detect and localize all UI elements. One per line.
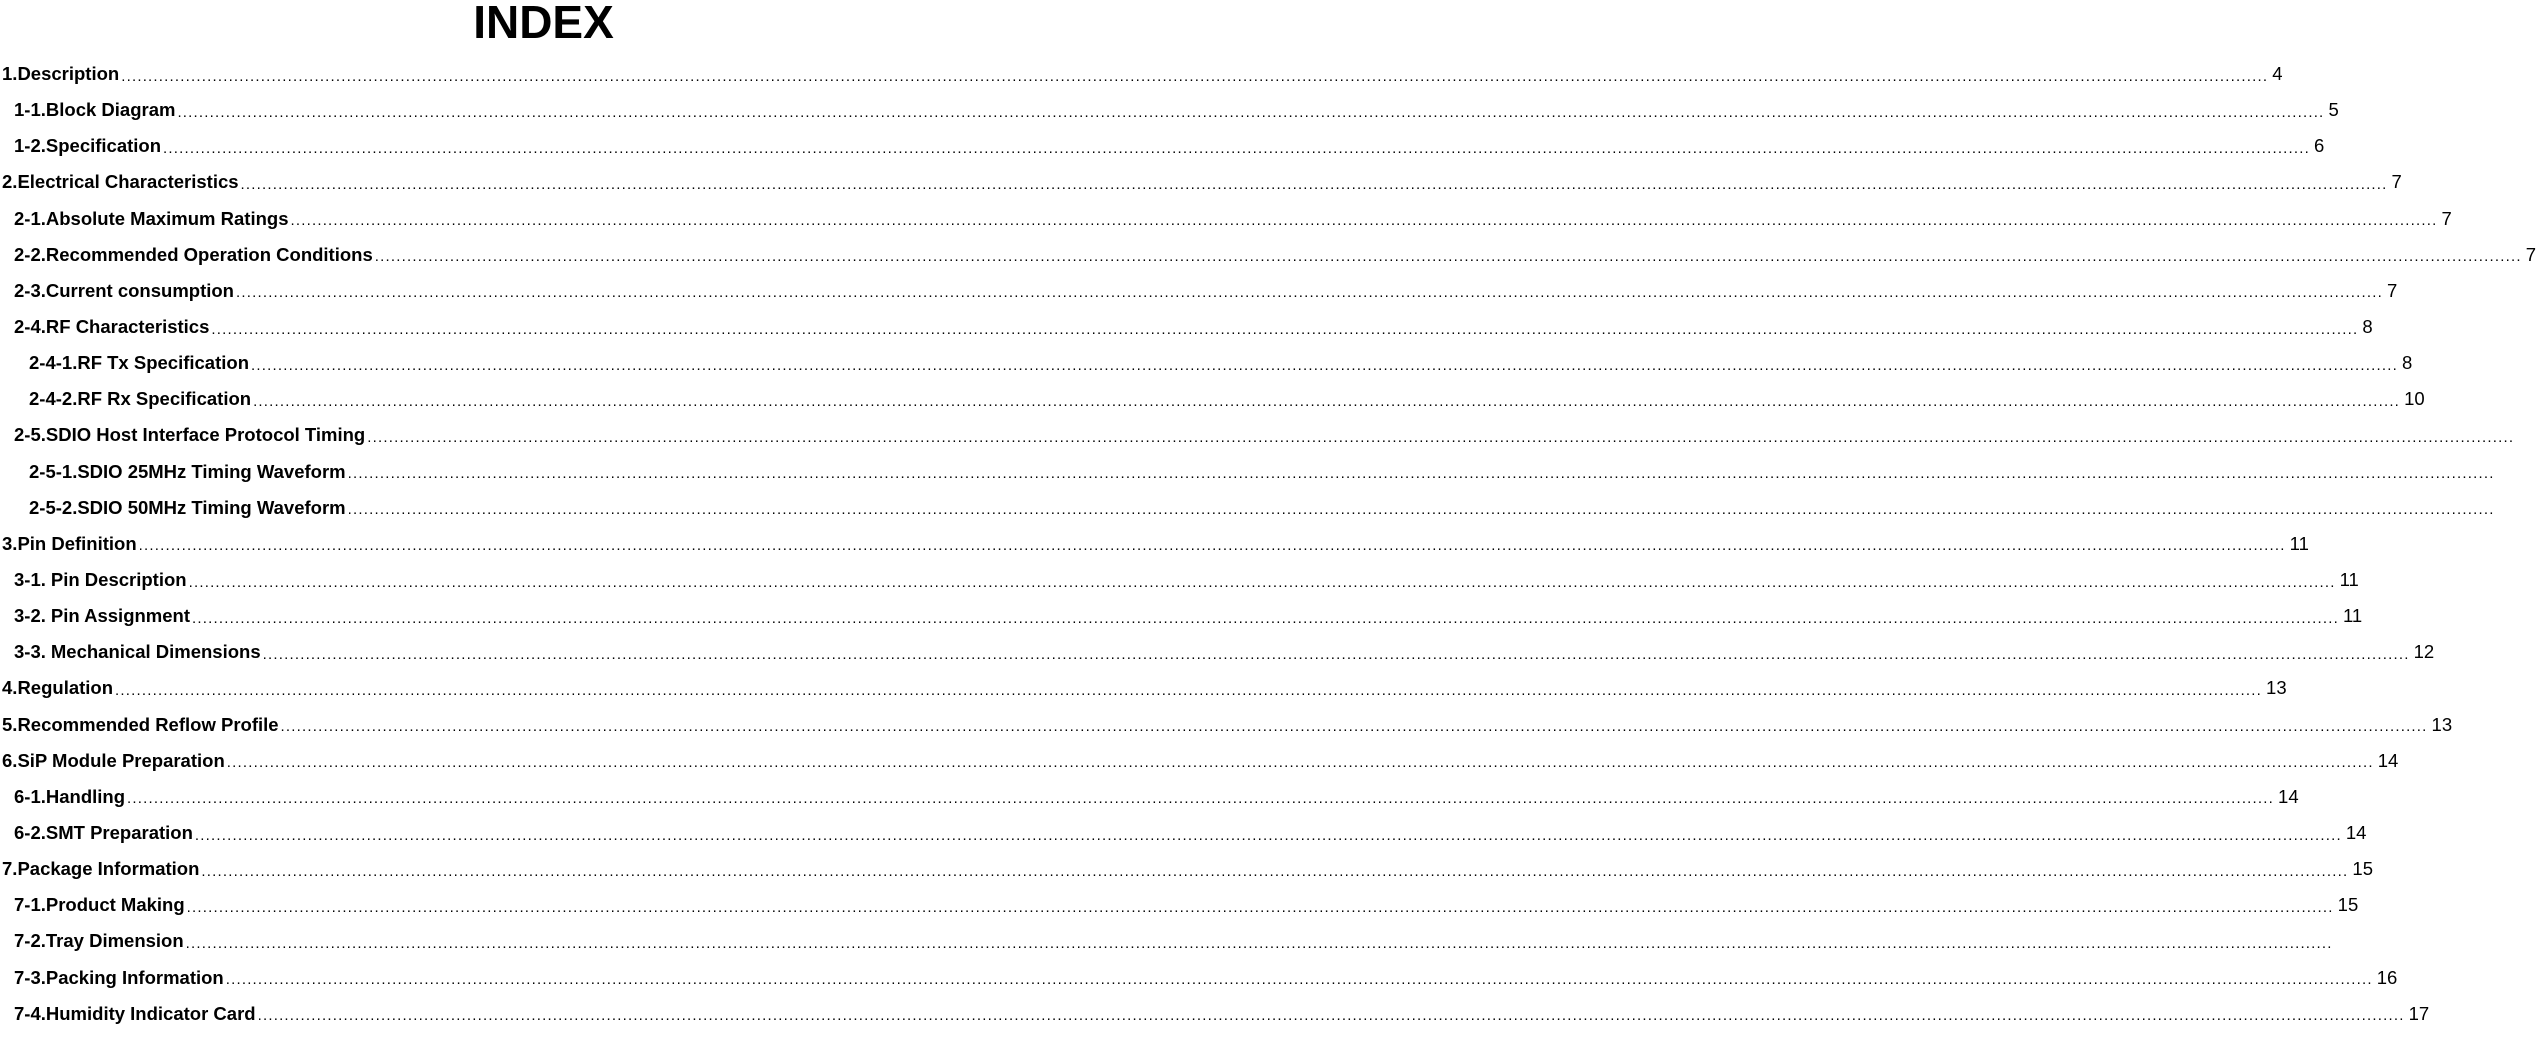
dot-leader: ................................................................................................................................................................................................................................................................................................................................................................................................................ bbox=[115, 681, 2263, 699]
dot-leader: ................................................................................................................................................................................................................................................................................................................................................................................................................ bbox=[235, 284, 2383, 302]
dot-leader: ................................................................................................................................................................................................................................................................................................................................................................................................................ bbox=[201, 862, 2349, 880]
toc-entry-number: 7-2. bbox=[14, 930, 46, 952]
toc-entry-page: 11 bbox=[2289, 532, 2309, 554]
dot-leader: ................................................................................................................................................................................................................................................................................................................................................................................................................ bbox=[185, 934, 2333, 952]
toc-entry[interactable] bbox=[0, 670, 2287, 706]
dot-leader: ................................................................................................................................................................................................................................................................................................................................................................................................................ bbox=[347, 465, 2495, 483]
toc-entry[interactable] bbox=[0, 815, 2367, 851]
toc-entry-page: 8 bbox=[2402, 352, 2413, 374]
toc-entry[interactable] bbox=[0, 454, 2495, 490]
dot-leader: ................................................................................................................................................................................................................................................................................................................................................................................................................ bbox=[138, 537, 2286, 555]
dot-leader: ................................................................................................................................................................................................................................................................................................................................................................................................................ bbox=[290, 212, 2438, 230]
dot-leader: ................................................................................................................................................................................................................................................................................................................................................................................................................ bbox=[188, 573, 2336, 591]
toc-entry-number: 2-5. bbox=[14, 424, 46, 446]
toc-entry-number: 3-1. bbox=[14, 569, 46, 591]
toc-entry-number: 2-3. bbox=[14, 279, 46, 301]
toc-entry[interactable] bbox=[0, 201, 2452, 237]
toc-entry-label: Tray Dimension bbox=[45, 930, 184, 952]
toc-entry[interactable] bbox=[0, 490, 2495, 526]
toc-entry[interactable] bbox=[0, 345, 2413, 381]
toc-entry-page: 13 bbox=[2266, 677, 2287, 699]
toc-entry-number: 7-3. bbox=[14, 966, 46, 988]
toc-entry-label: Description bbox=[17, 63, 120, 85]
toc-entry-label: RF Rx Specification bbox=[77, 388, 252, 410]
toc-entry[interactable] bbox=[0, 273, 2398, 309]
toc-entry-number: 6-2. bbox=[14, 822, 46, 844]
toc-entry[interactable] bbox=[0, 56, 2283, 92]
dot-leader: ................................................................................................................................................................................................................................................................................................................................................................................................................ bbox=[253, 392, 2401, 410]
table-of-contents bbox=[0, 56, 2537, 1032]
dot-leader: ................................................................................................................................................................................................................................................................................................................................................................................................................ bbox=[262, 645, 2410, 663]
toc-entry-page: 8 bbox=[2362, 316, 2373, 338]
toc-entry-label: SDIO Host Interface Protocol Timing bbox=[45, 424, 366, 446]
toc-entry[interactable] bbox=[0, 417, 2515, 453]
toc-entry-number: 2-4-1. bbox=[29, 352, 78, 374]
dot-leader: ................................................................................................................................................................................................................................................................................................................................................................................................................ bbox=[194, 826, 2342, 844]
toc-entry[interactable] bbox=[0, 923, 2333, 959]
toc-entry-page: 16 bbox=[2376, 966, 2398, 988]
toc-entry-label: Mechanical Dimensions bbox=[50, 641, 261, 663]
toc-entry-label: Block Diagram bbox=[45, 99, 176, 121]
dot-leader: ................................................................................................................................................................................................................................................................................................................................................................................................................ bbox=[225, 971, 2373, 989]
toc-entry-number: 2-5-1. bbox=[29, 460, 78, 482]
toc-entry-page: 10 bbox=[2404, 388, 2425, 410]
toc-entry-label: Packing Information bbox=[45, 966, 224, 988]
toc-entry-page: 17 bbox=[2408, 1002, 2430, 1024]
dot-leader: ................................................................................................................................................................................................................................................................................................................................................................................................................ bbox=[177, 103, 2325, 121]
toc-entry[interactable] bbox=[0, 598, 2363, 634]
toc-entry-page: 11 bbox=[2339, 569, 2359, 591]
dot-leader: ................................................................................................................................................................................................................................................................................................................................................................................................................ bbox=[211, 320, 2359, 338]
toc-entry-label: RF Tx Specification bbox=[77, 352, 249, 374]
toc-entry[interactable] bbox=[0, 237, 2537, 273]
toc-entry-page: 15 bbox=[2352, 858, 2373, 880]
toc-entry-number: 1-1. bbox=[14, 99, 46, 121]
dot-leader: ................................................................................................................................................................................................................................................................................................................................................................................................................ bbox=[127, 790, 2275, 808]
toc-entry-number: 2-4-2. bbox=[29, 388, 78, 410]
dot-leader: ................................................................................................................................................................................................................................................................................................................................................................................................................ bbox=[121, 67, 2269, 85]
toc-entry-label: SDIO 50MHz Timing Waveform bbox=[77, 496, 346, 518]
toc-entry[interactable] bbox=[0, 851, 2373, 887]
dot-leader: ................................................................................................................................................................................................................................................................................................................................................................................................................ bbox=[192, 609, 2340, 627]
toc-entry-label: Pin Assignment bbox=[50, 605, 191, 627]
toc-entry-number: 7. bbox=[2, 858, 18, 880]
dot-leader: ................................................................................................................................................................................................................................................................................................................................................................................................................ bbox=[347, 501, 2495, 519]
dot-leader: ................................................................................................................................................................................................................................................................................................................................................................................................................ bbox=[163, 139, 2311, 157]
toc-entry-number: 3-3. bbox=[14, 641, 46, 663]
toc-entry[interactable] bbox=[0, 562, 2359, 598]
dot-leader: ................................................................................................................................................................................................................................................................................................................................................................................................................ bbox=[257, 1007, 2405, 1025]
toc-entry-number: 7-1. bbox=[14, 894, 46, 916]
toc-entry-label: Humidity Indicator Card bbox=[45, 1002, 256, 1024]
toc-entry-page: 11 bbox=[2343, 605, 2363, 627]
toc-entry[interactable] bbox=[0, 92, 2339, 128]
toc-entry-number: 3-2. bbox=[14, 605, 46, 627]
toc-entry-page: 14 bbox=[2278, 785, 2299, 807]
toc-entry[interactable] bbox=[0, 707, 2453, 743]
dot-leader: ................................................................................................................................................................................................................................................................................................................................................................................................................ bbox=[367, 428, 2515, 446]
toc-entry-label: RF Characteristics bbox=[45, 316, 210, 338]
dot-leader: ................................................................................................................................................................................................................................................................................................................................................................................................................ bbox=[240, 175, 2388, 193]
toc-entry-label: Recommended Operation Conditions bbox=[45, 243, 373, 265]
toc-entry-label: Handling bbox=[45, 785, 126, 807]
toc-entry-label: Product Making bbox=[45, 894, 185, 916]
toc-entry-label: Recommended Reflow Profile bbox=[17, 713, 279, 735]
toc-entry[interactable] bbox=[0, 743, 2399, 779]
toc-entry-number: 2-1. bbox=[14, 207, 46, 229]
toc-entry-label: SiP Module Preparation bbox=[17, 749, 225, 771]
toc-entry-label: Electrical Characteristics bbox=[17, 171, 239, 193]
toc-entry-number: 4. bbox=[2, 677, 18, 699]
toc-entry-page: 7 bbox=[2386, 279, 2398, 301]
toc-entry-label: Regulation bbox=[17, 677, 114, 699]
toc-entry[interactable] bbox=[0, 381, 2425, 417]
toc-entry[interactable] bbox=[0, 887, 2359, 923]
toc-entry-number: 2-5-2. bbox=[29, 496, 78, 518]
toc-entry-page: 6 bbox=[2314, 135, 2325, 157]
toc-entry[interactable] bbox=[0, 634, 2435, 670]
toc-entry-page: 7 bbox=[2391, 171, 2402, 193]
toc-entry-number: 6. bbox=[2, 749, 18, 771]
toc-entry-number: 1-2. bbox=[14, 135, 46, 157]
page-title: INDEX bbox=[473, 0, 614, 48]
dot-leader: ................................................................................................................................................................................................................................................................................................................................................................................................................ bbox=[251, 356, 2398, 374]
toc-entry[interactable] bbox=[0, 526, 2309, 562]
dot-leader: ................................................................................................................................................................................................................................................................................................................................................................................................................ bbox=[226, 754, 2374, 772]
toc-entry-page: 14 bbox=[2377, 749, 2399, 771]
toc-entry[interactable] bbox=[0, 779, 2299, 815]
dot-leader: ................................................................................................................................................................................................................................................................................................................................................................................................................ bbox=[374, 248, 2522, 266]
toc-entry-number: 2-2. bbox=[14, 243, 46, 265]
dot-leader: ................................................................................................................................................................................................................................................................................................................................................................................................................ bbox=[186, 898, 2334, 916]
toc-entry[interactable] bbox=[0, 996, 2430, 1032]
toc-entry-label: Package Information bbox=[17, 858, 200, 880]
toc-entry-label: Specification bbox=[45, 135, 162, 157]
toc-entry-number: 3. bbox=[2, 532, 18, 554]
toc-entry-page: 7 bbox=[2525, 243, 2537, 265]
toc-entry-number: 5. bbox=[2, 713, 18, 735]
toc-entry-label: SDIO 25MHz Timing Waveform bbox=[77, 460, 346, 482]
toc-entry[interactable] bbox=[0, 960, 2398, 996]
toc-entry-number: 7-4. bbox=[14, 1002, 46, 1024]
toc-entry-number: 2-4. bbox=[14, 316, 46, 338]
toc-entry-label: SMT Preparation bbox=[45, 822, 193, 844]
toc-entry-page: 4 bbox=[2272, 63, 2283, 85]
dot-leader: ................................................................................................................................................................................................................................................................................................................................................................................................................ bbox=[280, 718, 2428, 736]
toc-entry-page: 14 bbox=[2345, 822, 2367, 844]
toc-entry[interactable] bbox=[0, 164, 2402, 200]
toc-entry-page: 13 bbox=[2431, 713, 2453, 735]
toc-entry[interactable] bbox=[0, 128, 2325, 164]
toc-entry-number: 6-1. bbox=[14, 785, 46, 807]
toc-entry-page: 7 bbox=[2441, 207, 2452, 229]
toc-entry-page: 15 bbox=[2337, 894, 2359, 916]
toc-entry[interactable] bbox=[0, 309, 2373, 345]
toc-entry-label: Absolute Maximum Ratings bbox=[45, 207, 289, 229]
toc-entry-page: 5 bbox=[2328, 99, 2339, 121]
toc-entry-label: Pin Description bbox=[50, 569, 187, 591]
toc-entry-page: 12 bbox=[2413, 641, 2435, 663]
toc-entry-label: Pin Definition bbox=[17, 532, 137, 554]
toc-entry-number: 2. bbox=[2, 171, 18, 193]
toc-entry-number: 1. bbox=[2, 63, 18, 85]
toc-entry-label: Current consumption bbox=[45, 279, 234, 301]
